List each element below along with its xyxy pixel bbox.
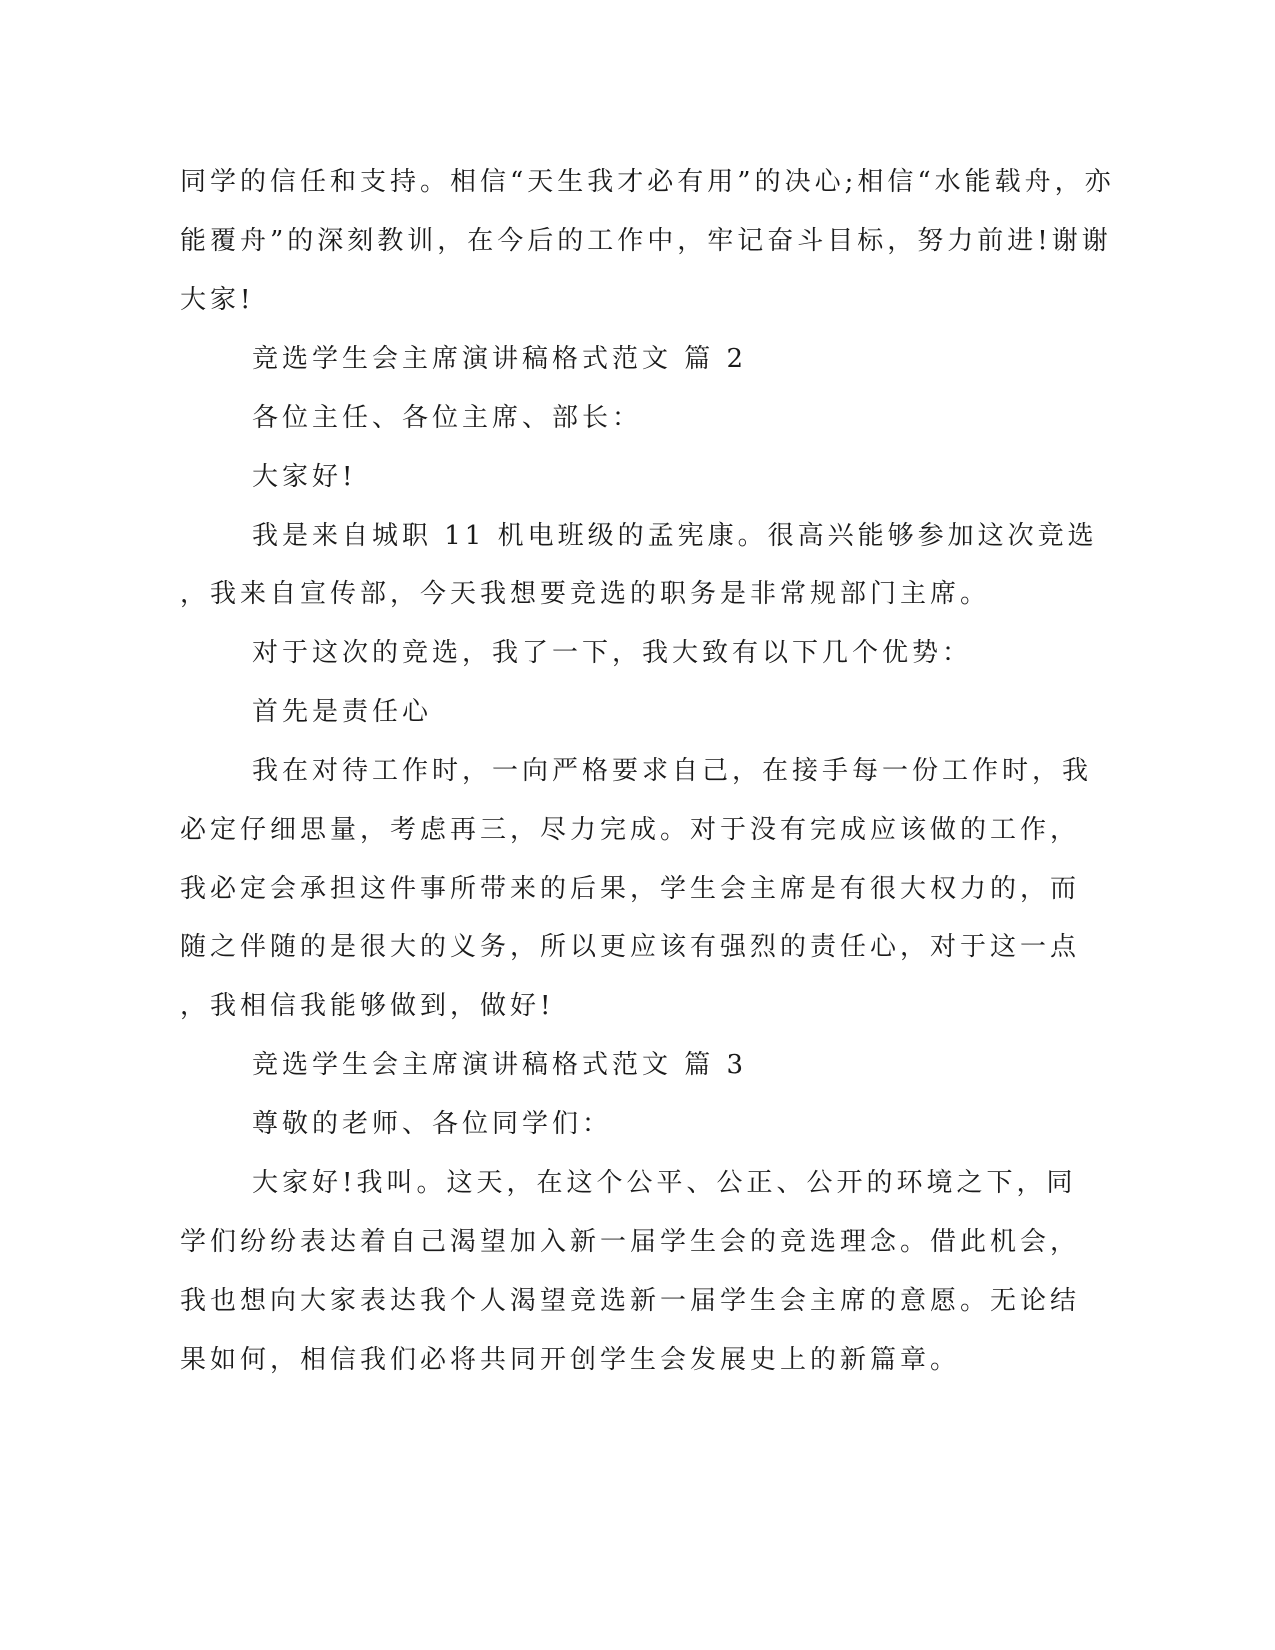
text-line-18: 大家好!我叫。这天，在这个公平、公正、公开的环境之下，同 [252,1168,1077,1198]
text-line-8: ，我来自宣传部，今天我想要竞选的职务是非常规部门主席。 [180,579,991,609]
text-line-13: 我必定会承担这件事所带来的后果，学生会主席是有很大权力的，而 [180,874,1081,904]
salutation-2: 各位主任、各位主席、部长： [252,403,643,433]
text-line-12: 必定仔细思量，考虑再三，尽力完成。对于没有完成应该做的工作， [180,815,1081,845]
text-line-14: 随之伴随的是很大的义务，所以更应该有强烈的责任心，对于这一点 [180,932,1081,962]
greeting-2: 大家好! [252,462,357,492]
section-heading-2: 竞选学生会主席演讲稿格式范文 篇 2 [252,344,748,374]
text-line-15: ，我相信我能够做到，做好! [180,991,555,1021]
text-line-9: 对于这次的竞选，我了一下，我大致有以下几个优势： [252,638,973,668]
text-line-11: 我在对待工作时，一向严格要求自己，在接手每一份工作时，我 [252,756,1093,786]
salutation-3: 尊敬的老师、各位同学们： [252,1109,613,1139]
text-line-7: 我是来自城职 11 机电班级的孟宪康。很高兴能够参加这次竞选 [252,521,1098,551]
text-line-21: 果如何，相信我们必将共同开创学生会发展史上的新篇章。 [180,1345,961,1375]
text-line-19: 学们纷纷表达着自己渴望加入新一届学生会的竞选理念。借此机会， [180,1227,1081,1257]
text-line-3: 大家! [180,285,255,315]
text-line-1: 同学的信任和支持。相信“天生我才必有用”的决心;相信“水能载舟，亦 [180,167,1115,197]
text-line-20: 我也想向大家表达我个人渴望竞选新一届学生会主席的意愿。无论结 [180,1286,1081,1316]
text-line-2: 能覆舟”的深刻教训，在今后的工作中，牢记奋斗目标，努力前进!谢谢 [180,226,1112,256]
text-line-10: 首先是责任心 [252,697,433,727]
section-heading-3: 竞选学生会主席演讲稿格式范文 篇 3 [252,1050,748,1080]
